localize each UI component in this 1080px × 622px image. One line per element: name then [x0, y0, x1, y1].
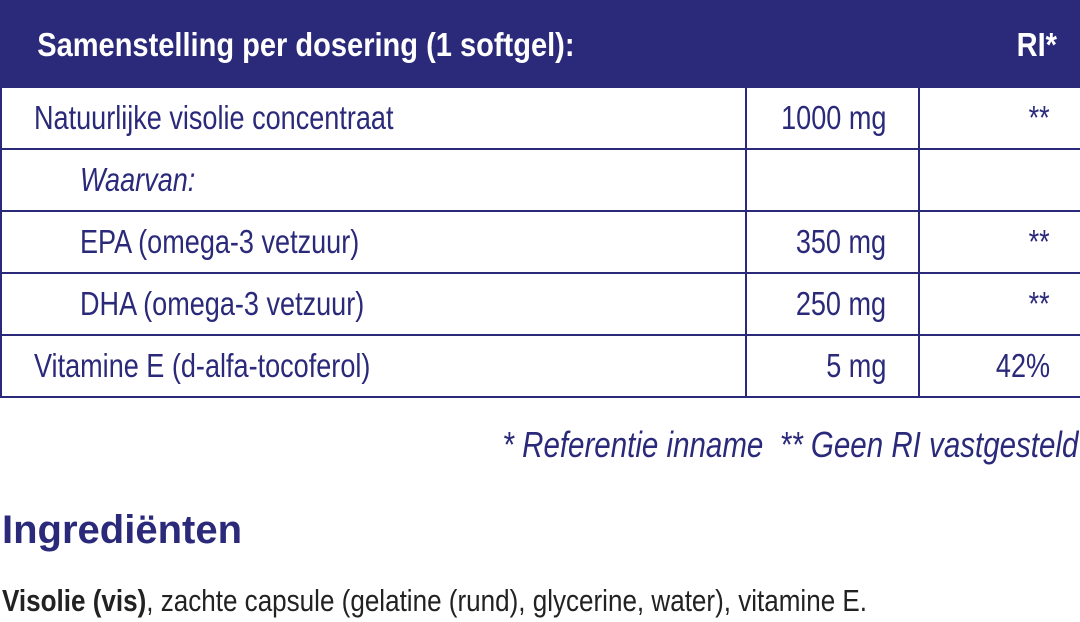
nutrient-name: Natuurlijke visolie concentraat — [1, 87, 746, 149]
footnote-no-ri: ** Geen RI vastgesteld — [779, 424, 1078, 465]
nutrient-ri: 42% — [919, 335, 1080, 397]
nutrient-ri: ** — [919, 87, 1080, 149]
ingredients-allergen: Visolie (vis) — [2, 583, 147, 618]
nutrient-amount: 250 mg — [746, 273, 919, 335]
table-row — [1, 273, 1080, 335]
table-row — [1, 149, 1080, 211]
table-header-label: Samenstelling per dosering (1 softgel): — [1, 1, 919, 87]
nutrient-name: DHA (omega-3 vetzuur) — [1, 273, 746, 335]
nutrient-name: Waarvan: — [1, 149, 746, 211]
nutrient-amount: 350 mg — [746, 211, 919, 273]
table-header-ri: RI* — [919, 1, 1080, 87]
table-row — [1, 87, 1080, 149]
ingredients-title: Ingrediënten — [2, 508, 243, 552]
nutrient-amount: 1000 mg — [746, 87, 919, 149]
nutrient-ri: ** — [919, 211, 1080, 273]
nutrient-ri: ** — [919, 273, 1080, 335]
nutrient-name: EPA (omega-3 vetzuur) — [1, 211, 746, 273]
table-row — [1, 211, 1080, 273]
ingredients-rest: , zachte capsule (gelatine (rund), glycerine, water), vitamine E. — [146, 583, 868, 618]
nutrient-amount: 5 mg — [746, 335, 919, 397]
nutrient-name: Vitamine E (d-alfa-tocoferol) — [1, 335, 746, 397]
footnote-ri: * Referentie inname — [502, 424, 763, 465]
nutrient-amount — [746, 149, 919, 211]
nutrient-ri — [919, 149, 1080, 211]
ingredients-text — [2, 583, 867, 619]
footnote — [502, 424, 1078, 466]
table-header-row — [1, 1, 1080, 87]
table-row — [1, 335, 1080, 397]
